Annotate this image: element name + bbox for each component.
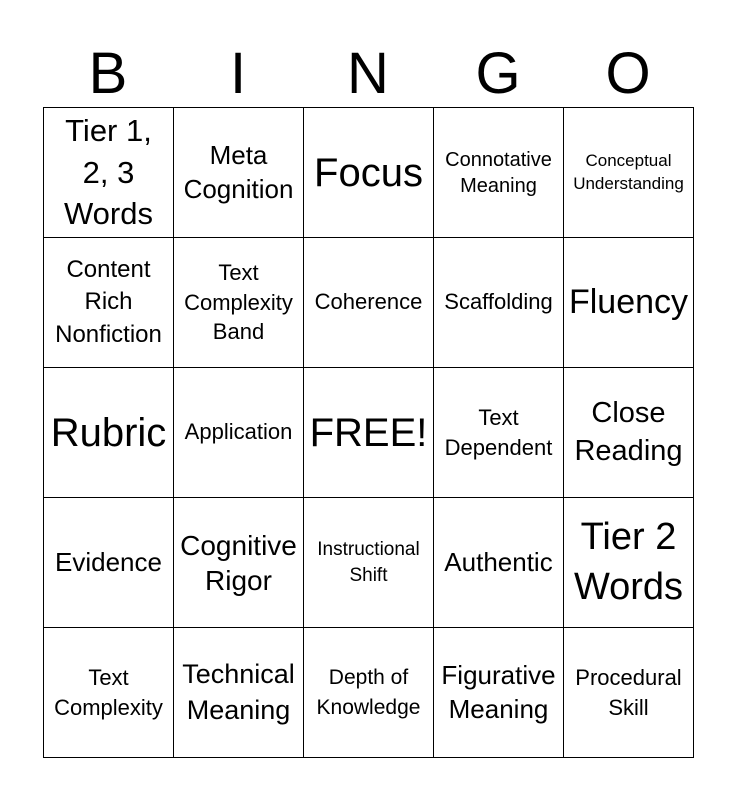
bingo-cell[interactable]: [44, 498, 174, 628]
bingo-cell-label: Fluency: [568, 283, 689, 322]
bingo-cell-label: Focus: [314, 150, 423, 195]
bingo-cell[interactable]: [434, 238, 564, 368]
bingo-cell-label: Cognitive Rigor: [180, 529, 297, 596]
bingo-cell[interactable]: [434, 368, 564, 498]
bingo-cell[interactable]: [564, 628, 694, 758]
bingo-cell-label: Procedural Skill: [575, 664, 682, 720]
bingo-cell-label: Depth of Knowledge: [316, 666, 421, 719]
bingo-cell[interactable]: [304, 628, 434, 758]
bingo-cell-label: Conceptual Understanding: [573, 150, 684, 193]
bingo-cell[interactable]: [174, 108, 304, 238]
bingo-cell[interactable]: [174, 498, 304, 628]
bingo-cell-label: Scaffolding: [444, 289, 553, 315]
bingo-cell[interactable]: [44, 238, 174, 368]
bingo-cell-label: Text Complexity: [54, 664, 163, 720]
header-letter-b: B: [88, 41, 128, 106]
header-letter-n: N: [347, 41, 389, 106]
bingo-cell[interactable]: [564, 368, 694, 498]
bingo-cell-label: Content Rich Nonfiction: [55, 255, 162, 348]
bingo-cell[interactable]: [304, 498, 434, 628]
bingo-cell-label: Instructional Shift: [317, 538, 420, 586]
bingo-cell[interactable]: [564, 498, 694, 628]
bingo-cell-label: Coherence: [314, 289, 423, 315]
bingo-cell-label: Text Dependent: [444, 404, 553, 460]
bingo-cell[interactable]: [174, 628, 304, 758]
bingo-cell-label: Evidence: [55, 546, 162, 577]
bingo-cell-label: Rubric: [50, 410, 167, 455]
bingo-cell[interactable]: [304, 108, 434, 238]
bingo-cell[interactable]: [564, 108, 694, 238]
bingo-cell[interactable]: [304, 368, 434, 498]
bingo-cell-label: Technical Meaning: [182, 659, 295, 725]
bingo-cell[interactable]: [434, 498, 564, 628]
bingo-cell-label: Meta Cognition: [183, 139, 294, 204]
bingo-cell-label: Close Reading: [574, 396, 683, 467]
bingo-cell-label: Tier 2 Words: [573, 516, 684, 608]
header-letter-i: I: [229, 41, 247, 106]
bingo-cell-label: Tier 1, 2, 3 Words: [63, 112, 153, 232]
bingo-cell-label: Text Complexity Band: [184, 259, 293, 345]
bingo-cell[interactable]: [564, 238, 694, 368]
bingo-header: [43, 40, 693, 108]
bingo-cell[interactable]: [44, 368, 174, 498]
bingo-cell-label: FREE!: [309, 410, 428, 455]
header-letter-o: O: [605, 41, 651, 106]
bingo-cell[interactable]: [434, 108, 564, 238]
bingo-board: [43, 107, 694, 758]
bingo-cell-label: Application: [184, 419, 293, 445]
bingo-cell[interactable]: [174, 238, 304, 368]
bingo-cell-label: Connotative Meaning: [445, 148, 552, 197]
bingo-cell[interactable]: [44, 628, 174, 758]
bingo-cell[interactable]: [434, 628, 564, 758]
bingo-cell[interactable]: [44, 108, 174, 238]
bingo-cell-label: Figurative Meaning: [441, 659, 556, 724]
bingo-cell[interactable]: [304, 238, 434, 368]
bingo-cell-label: Authentic: [444, 546, 553, 577]
bingo-cell[interactable]: [174, 368, 304, 498]
header-letter-g: G: [475, 41, 521, 106]
